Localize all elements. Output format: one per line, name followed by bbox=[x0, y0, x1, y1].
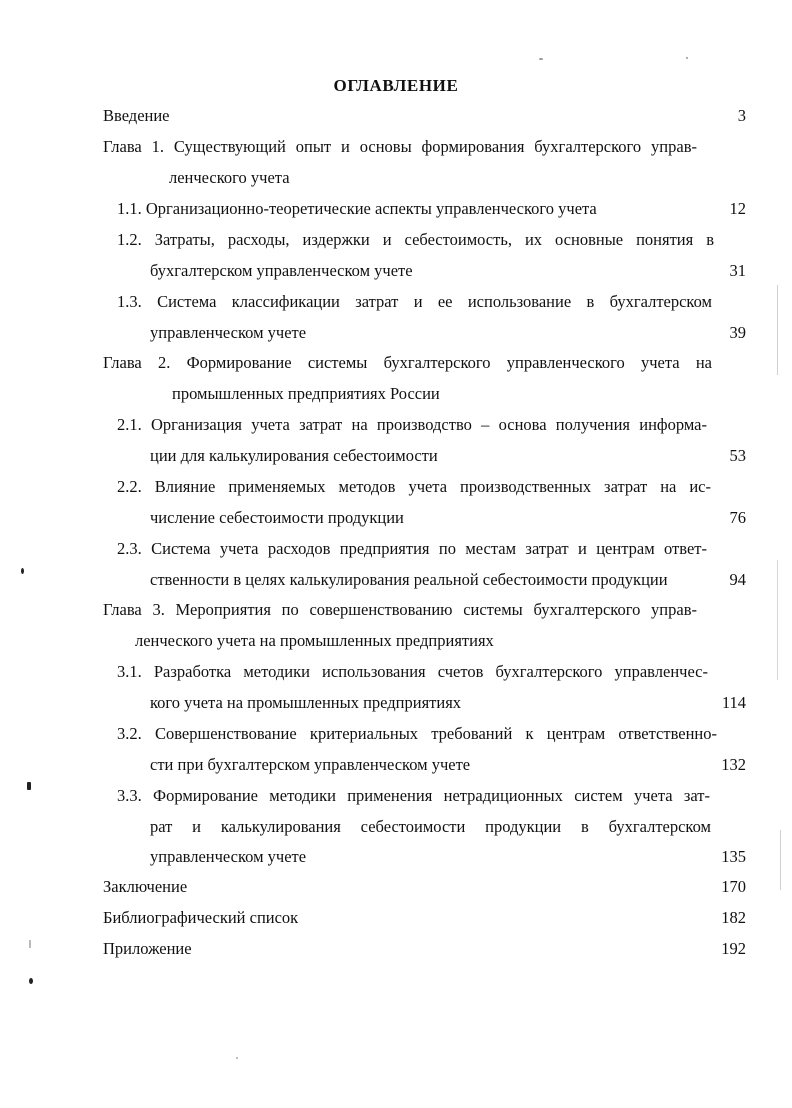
toc-appendix-page: 192 bbox=[721, 939, 746, 958]
toc-section-1-3-page: 39 bbox=[729, 323, 746, 342]
toc-section-2-3-cont: ственности в целях калькулирования реальной себестоимости продукции bbox=[150, 570, 668, 589]
toc-conclusion-page: 170 bbox=[721, 877, 746, 896]
toc-section-3-1-cont: кого учета на промышленных предприятиях bbox=[150, 693, 462, 712]
toc-section-3-3-cont: рат и калькулирования себестоимости продукции в бухгалтерском bbox=[150, 817, 711, 836]
toc-chapter-2-cont: промышленных предприятиях России bbox=[172, 384, 440, 403]
scan-speck bbox=[539, 58, 543, 60]
toc-section-3-1: 3.1. Разработка методики использования счетов бухгалтерского управленчес- bbox=[117, 662, 708, 681]
page-title: ОГЛАВЛЕНИЕ bbox=[333, 76, 459, 95]
scan-speck bbox=[686, 57, 688, 59]
toc-chapter-3: Глава 3. Мероприятия по совершенствованию системы бухгалтерского управ- bbox=[103, 600, 697, 619]
toc-section-3-2: 3.2. Совершенствование критериальных требований к центрам ответственно- bbox=[117, 724, 717, 743]
toc-intro: Введение bbox=[103, 106, 170, 125]
toc-conclusion: Заключение bbox=[103, 877, 188, 896]
scan-speck bbox=[236, 1057, 238, 1059]
scan-edge-line bbox=[777, 285, 778, 375]
toc-section-3-2-page: 132 bbox=[721, 755, 746, 774]
scan-speck bbox=[21, 568, 24, 574]
toc-section-1-1-page: 12 bbox=[729, 199, 746, 218]
toc-section-2-2-cont: числение себестоимости продукции bbox=[150, 508, 404, 527]
toc-section-2-1-cont: ции для калькулирования себестоимости bbox=[150, 446, 438, 465]
toc-section-3-3-page: 135 bbox=[721, 847, 746, 866]
toc-section-2-1: 2.1. Организация учета затрат на производство – основа получения информа- bbox=[117, 415, 707, 434]
scan-edge-line bbox=[780, 830, 781, 890]
scan-speck bbox=[29, 978, 33, 984]
toc-section-1-1: 1.1. Организационно-теоретические аспекты управленческого учета bbox=[117, 199, 597, 218]
toc-section-2-3-page: 94 bbox=[729, 570, 746, 589]
toc-section-3-3-cont2: управленческом учете bbox=[150, 847, 307, 866]
toc-section-2-3: 2.3. Система учета расходов предприятия по местам затрат и центрам ответ- bbox=[117, 539, 707, 558]
scan-speck bbox=[29, 940, 31, 948]
toc-chapter-3-cont: ленческого учета на промышленных предприятиях bbox=[135, 631, 494, 650]
toc-chapter-2: Глава 2. Формирование системы бухгалтерского управленческого учета на bbox=[103, 353, 712, 372]
toc-section-3-1-page: 114 bbox=[721, 693, 746, 712]
toc-bibliography: Библиографический список bbox=[103, 908, 299, 927]
toc-intro-page: 3 bbox=[737, 106, 746, 125]
toc-section-1-3: 1.3. Система классификации затрат и ее использование в бухгалтерском bbox=[117, 292, 712, 311]
toc-section-2-1-page: 53 bbox=[729, 446, 746, 465]
toc-chapter-1: Глава 1. Существующий опыт и основы формирования бухгалтерского управ- bbox=[103, 137, 697, 156]
scan-edge-line bbox=[777, 560, 778, 680]
toc-section-2-2-page: 76 bbox=[729, 508, 746, 527]
toc-section-3-2-cont: сти при бухгалтерском управленческом учете bbox=[150, 755, 471, 774]
toc-chapter-1-cont: ленческого учета bbox=[169, 168, 290, 187]
toc-section-1-2-page: 31 bbox=[729, 261, 746, 280]
toc-section-2-2: 2.2. Влияние применяемых методов учета производственных затрат на ис- bbox=[117, 477, 711, 496]
toc-bibliography-page: 182 bbox=[721, 908, 746, 927]
scan-speck bbox=[27, 782, 31, 790]
toc-section-1-3-cont: управленческом учете bbox=[150, 323, 307, 342]
toc-section-3-3: 3.3. Формирование методики применения нетрадиционных систем учета зат- bbox=[117, 786, 710, 805]
toc-section-1-2-cont: бухгалтерском управленческом учете bbox=[150, 261, 413, 280]
toc-section-1-2: 1.2. Затраты, расходы, издержки и себестоимость, их основные понятия в bbox=[117, 230, 714, 249]
toc-appendix: Приложение bbox=[103, 939, 192, 958]
